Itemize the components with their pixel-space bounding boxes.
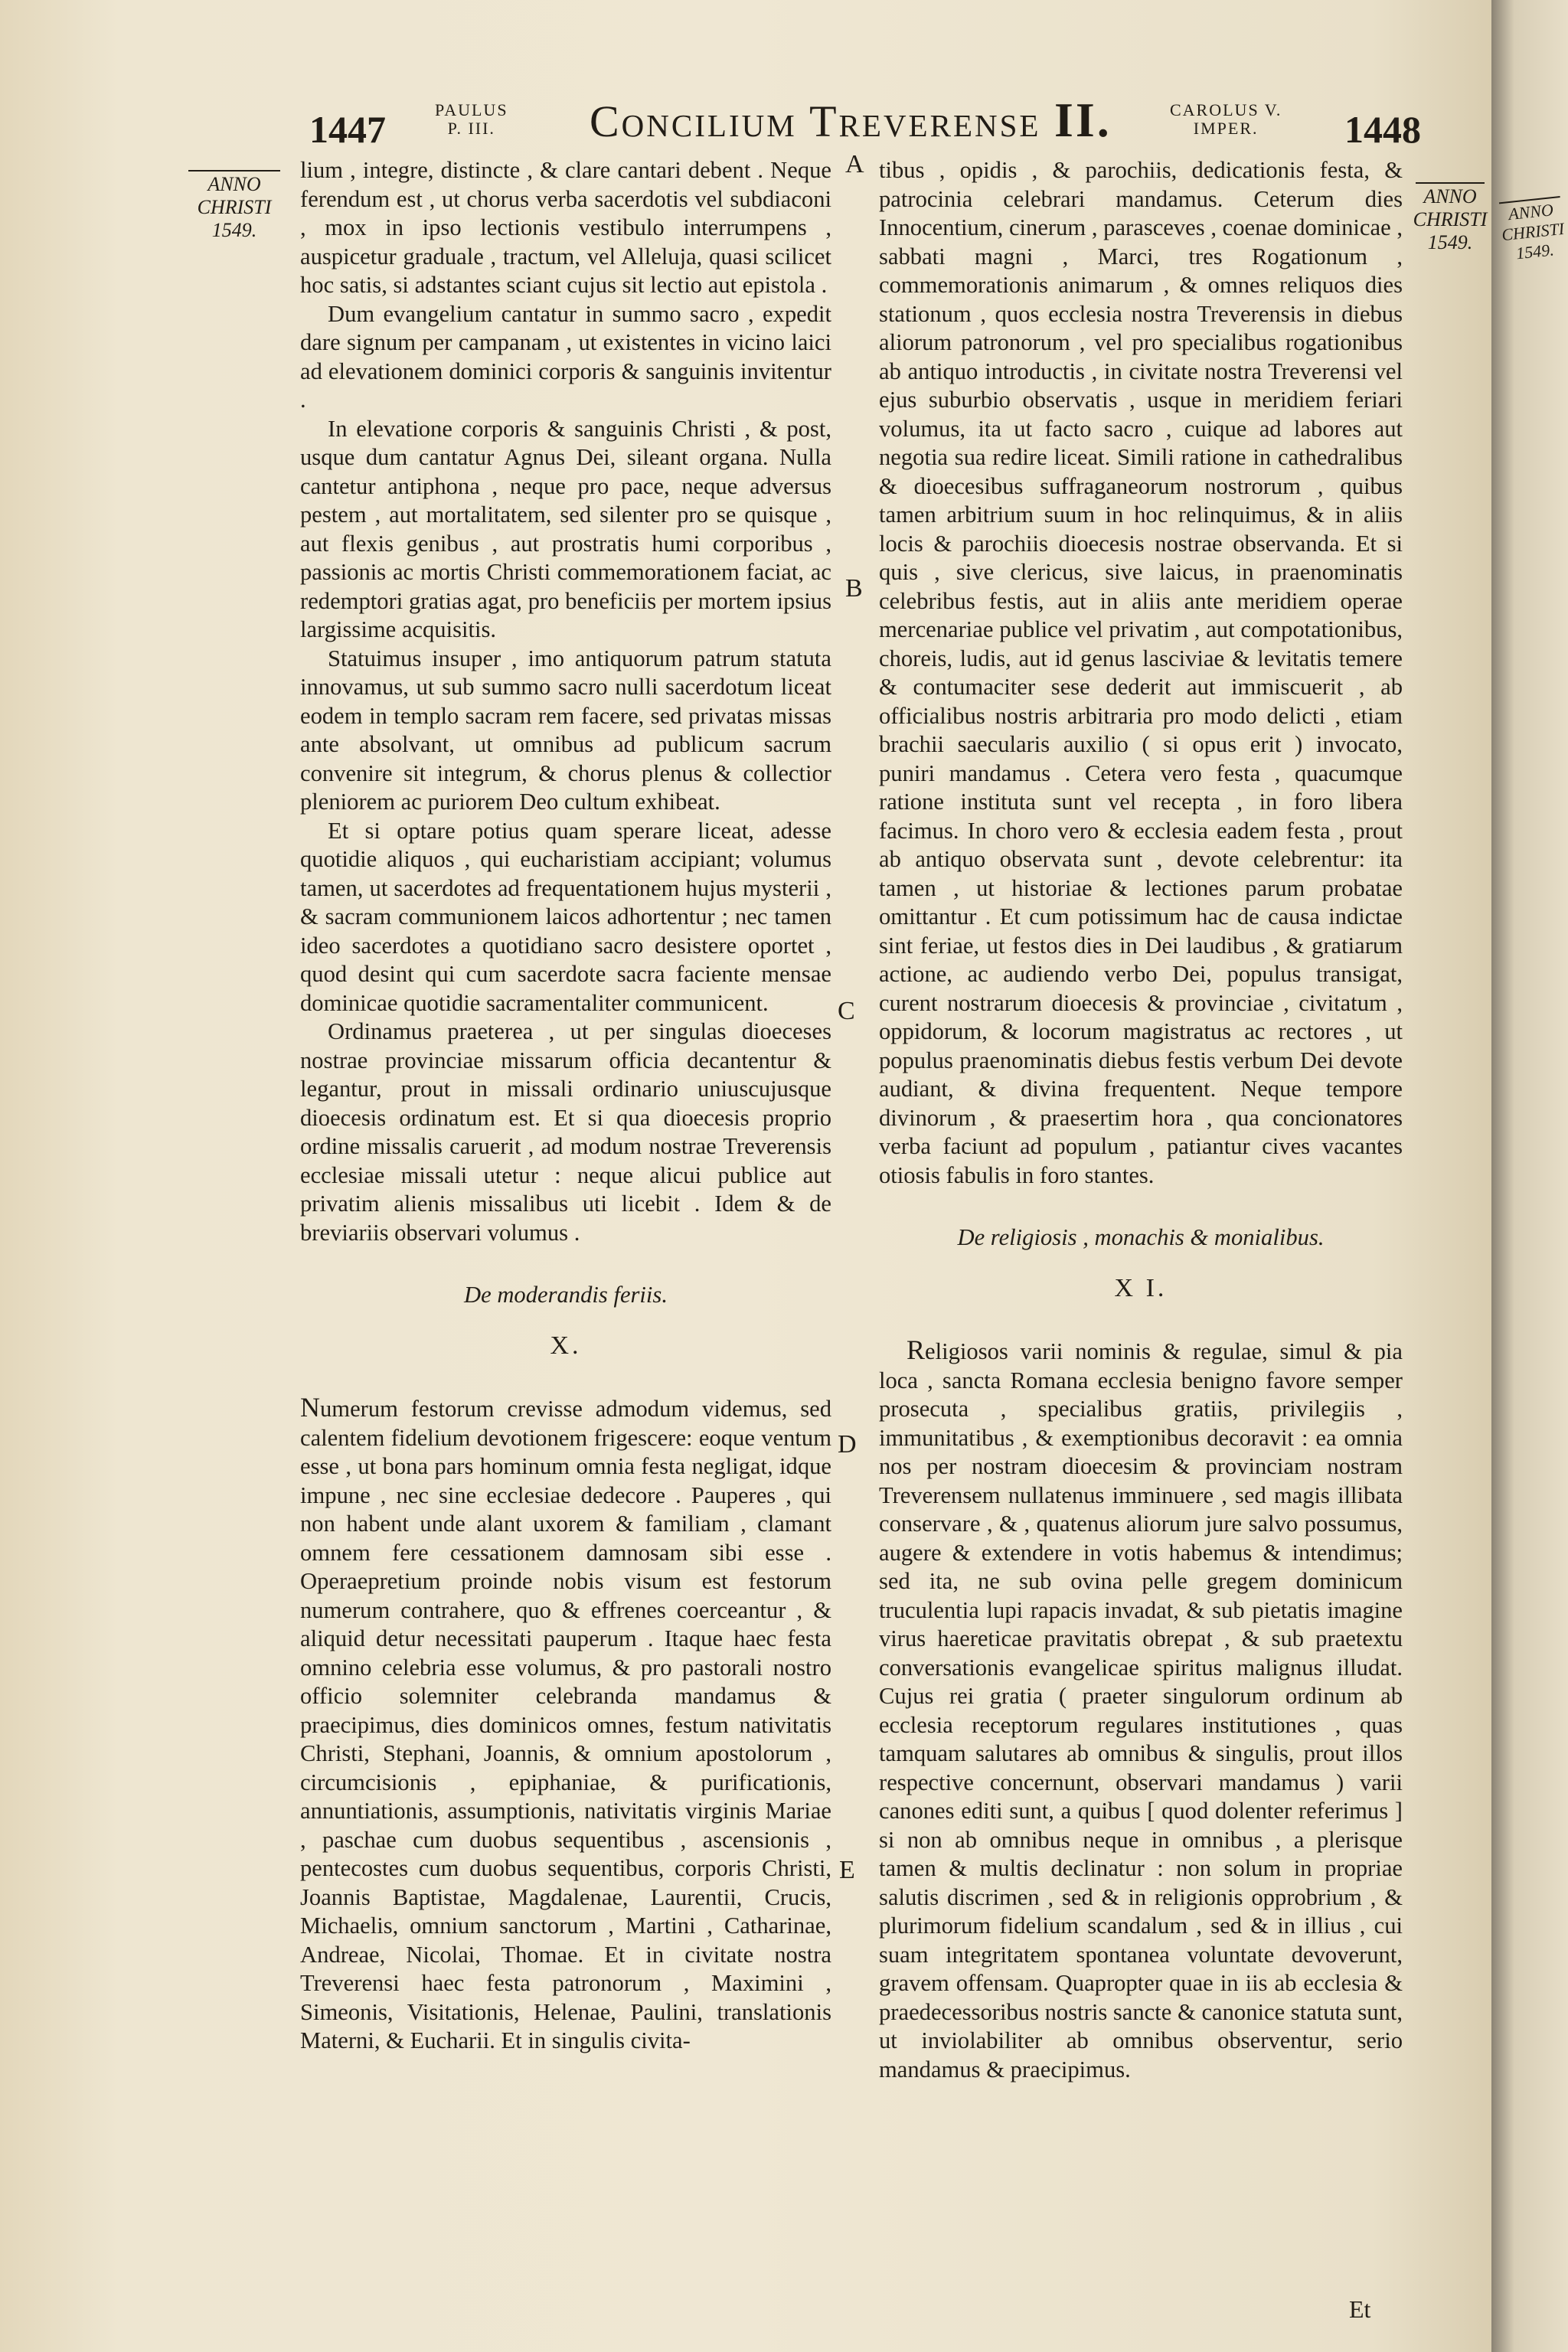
section-numeral-x: X. xyxy=(550,1331,582,1360)
section-letter-d: D xyxy=(838,1430,857,1459)
section-numeral-xi: X I. xyxy=(1114,1273,1168,1302)
margin-note-right xyxy=(1410,182,1490,254)
section-letter-c: C xyxy=(838,997,855,1025)
right-column xyxy=(879,156,1403,2084)
section-letter-e: E xyxy=(839,1856,855,1884)
section-letter-a: A xyxy=(845,150,864,178)
margin-anno: ANNO xyxy=(1423,185,1477,207)
section-letter-b: B xyxy=(845,574,863,603)
catchword: Et xyxy=(1349,2295,1371,2323)
running-title-numeral: II. xyxy=(1054,93,1112,147)
emperor-subtitle: IMPER. xyxy=(1193,119,1259,138)
paragraph: Et si optare potius quam sperare liceat, adesse quotidie aliquos , qui eucharistiam accipiant; volumus tamen, ut sacerdotes ad frequentationem hujus mysterii , & sacram communionem laicos adhortentur ; nec tamen ideo sacerdotes a quotidiano sacro desistere oportet , quod desint qui cum sacerdote sacra faciente mensae dominicae quotidie sacramentaliter communicent. xyxy=(300,817,831,1016)
paragraph: Religiosos varii nominis & regulae, simul & pia loca , sancta Romana ecclesia benigno favore semper prosecuta , specialibus gratiis, privilegiis , immunitatibus , & exemptionibus decoravit : ea omnia nos per nostram dioecesim & provinciam nostram Treverensem nullatenus imminuere , sed magis illibata conservare , & , quatenus aliorum jure salvo possumus, augere & extendere in votis habemus & intendimus; sed ita, ne sub ovina pelle gregem dominicum truculentia lupi rapacis invadat, & sub pietatis imagine virus haereticae pravitatis obrepat , & sub praetextu conversationis evangelicae spiritus malignus illudat. Cujus rei gratia ( praeter singulorum ordinum ab ecclesia receptorum regulares institutiones , quas tamquam salutares ab omnibus & singulis, prout illos respective concernunt, observari mandamus ) varii canones editi sunt, a quibus [ quod dolenter referimus ] si non ab omnibus neque in omnibus , a plerisque tamen & multis declinatur : non solum in propriae salutis discrimen , sed & in religionis opprobrium , & plurimorum fidelium scandalum , sed & in illius , cui suam integritatem spontanea voluntate devoverunt, gravem offensam. Quapropter quae in iis ab ecclesia & praedecessoribus nostris sancte & canonice statuta sunt, ut inviolabiliter ab omnibus observentur, serio mandamus & praecipimus. xyxy=(879,1334,1403,2082)
paragraph: Ordinamus praeterea , ut per singulas dioeceses nostrae provinciae missarum officia decantentur & legantur, prout in missali ordinario uniuscujusque dioecesis ordinatum est. Et si qua dioecesis proprio ordine missalis caruerit , ad modum nostrae Treverensis ecclesiae missali utetur : neque alicui publice aut privatim alienis missalibus uti licebit . Idem & de breviariis observari volumus . xyxy=(300,1018,831,1246)
left-column xyxy=(300,156,831,2056)
margin-note-far-right xyxy=(1494,195,1568,265)
page-number-right: 1448 xyxy=(1344,108,1421,151)
paragraph: Dum evangelium cantatur in summo sacro , expedit dare signum per campanam , ut existentes in vicino laici ad elevationem dominici corporis & sanguinis invitentur . xyxy=(300,300,831,413)
margin-anno: ANNO xyxy=(207,173,261,195)
margin-note-left xyxy=(181,170,288,242)
margin-anno: ANNO xyxy=(1507,200,1554,224)
paragraph: Statuimus insuper , imo antiquorum patrum statuta innovamus, ut sub summo sacro nulli sacerdotum liceat eodem in templo sacram rem facere, sed privatas missas ante absolvant, ut omnibus ad publicum sacrum convenire sit integrum, & chorus plenus & collectior pleniorem ac puriorem Deo cultum exhibeat. xyxy=(300,645,831,815)
section-heading-x: De moderandis feriis. xyxy=(464,1282,668,1308)
paragraph: tibus , opidis , & parochiis, dedicationis festa, & patrocinia celebrari mandamus. Ceterum dies Innocentium, cinerum , parasceves , coenae dominicae , sabbati magni , Marci, tres Rogationum , commemorationis animarum , & omnes reliquos dies stationum , quos ecclesia nostra Treverensis in diebus aliorum patronorum , vel pro specialibus rogationibus ab antiquo introductis , in civitate nostra Treverensi vel ejus suburbio observatis , usque in meridiem feriari volumus, ita ut facto sacro , cuique ad labores aut negotia sua redire liceat. Simili ratione in cathedralibus & dioecesibus suffraganeorum nostrorum , quibus tamen arbitrium suum in hoc relinquimus, & in aliis locis & parochiis dioecesis nostrae observanda. Et si quis , sive clericus, sive laicus, in praenominatis celebribus festis, aut in aliis ante meridiem operae mercenariae publice vel privatim , aut compotationibus, choreis, ludis, aut id genus lasciviae & levitatis temere & contumaciter sese dederit aut immiscuerit , ab officialibus nostris arbitraria pro modo delicti , etiam brachii saecularis auxilio ( si opus erit ) invocato, puniri mandamus . Cetera vero festa , quacumque ratione instituta sunt vel recepta , in foro libera facimus. In choro vero & ecclesia eadem festa , prout ab antiquo observata sunt , devote celebrentur: ita tamen , ut historiae & lectiones parum probatae omittantur . Et cum potissimum hac de causa indictae sint feriae, ut festos dies in Dei laudibus , & gratiarum actione, ac audiendo verbo Dei, populus transigat, curent nostrarum dioecesis & provinciae , civitatum , oppidorum, & locorum magistratus ac rectores , ut populus praenominatis diebus festis verbum Dei devote audiant, & divina frequentent. Neque tempore divinorum , & praesertim hora , qua concionatores verba faciunt ad populum , patiantur cives vacantes otiosis fabulis in foro stantes. xyxy=(879,157,1403,1188)
pope-subtitle: P. III. xyxy=(447,119,495,138)
paragraph: Numerum festorum crevisse admodum videmus, sed calentem fidelium devotionem frigescere: eoque ventum esse , ut bona pars hominum omnia festa negligat, idque impune , nec sine ecclesiae dedecore . Pauperes , qui non habent unde alant uxorem & familiam , clamant omnem fere cessationem damnosam sibi esse . Operaepretium proinde nobis visum est festorum numerum contrahere, quo & effrenes coerceantur , & aliquid detur necessitati pauperum . Itaque haec festa omnino celebria esse volumus, & pro pastorali nostro officio solemniter celebranda mandamus & praecipimus, dies dominicos omnes, festum nativitatis Christi, Stephani, Joannis, & omnium apostolorum , circumcisionis , epiphaniae, & purificationis, annuntiationis, assumptionis, nativitatis virginis Mariae , paschae cum duobus sequentibus , ascensionis , pentecostes cum duobus sequentibus, corporis Christi, Joannis Baptistae, Magdalenae, Laurentii, Crucis, Michaelis, omnium sanctorum , Martini , Catharinae, Andreae, Nicolai, Thomae. Et in civitate nostra Treverensi haec festa patronorum , Maximini , Simeonis, Visitationis, Helenae, Paulini, translationis Materni, & Eucharii. Et in singulis civita- xyxy=(300,1392,831,2053)
running-title xyxy=(590,92,1112,149)
pope-name-text: PAULUS xyxy=(435,100,508,119)
margin-christi: CHRISTI xyxy=(197,196,272,218)
margin-year: 1549. xyxy=(211,219,257,241)
running-title-text: Concilium Treverense xyxy=(590,96,1041,146)
margin-rule xyxy=(1416,182,1485,184)
page-number-left: 1447 xyxy=(309,108,386,151)
margin-rule xyxy=(188,170,280,172)
paragraph: lium , integre, distincte , & clare cantari debent . Neque ferendum est , ut chorus verba sacerdotis vel subdiaconi , mox in ipso lectionis vestibulo interrumpens , auspicetur graduale , tractum, vel Alleluja, quasi scilicet hoc satis, si adstantes sciant cujus sit lectio aut epistola . xyxy=(300,157,831,298)
next-page-edge xyxy=(1491,0,1568,2352)
margin-year: 1549. xyxy=(1514,240,1555,263)
margin-christi: CHRISTI xyxy=(1413,208,1488,230)
section-heading-xi: De religiosis , monachis & monialibus. xyxy=(957,1224,1325,1250)
margin-christi: CHRISTI xyxy=(1501,218,1566,245)
emperor-name-text: CAROLUS V. xyxy=(1170,100,1282,119)
emperor-name xyxy=(1170,101,1282,138)
paragraph: In elevatione corporis & sanguinis Christi , & post, usque dum cantatur Agnus Dei, sileant organa. Nulla cantetur antiphona , neque pro pace, neque adversus pestem , aut mortalitatem, sed silenter pro se quisque , aut flexis genibus , aut prostratis humi corporibus , passionis ac mortis Christi commemorationem faciat, ac redemptori gratias agat, pro beneficiis per mortem ipsius largissime acquisitis. xyxy=(300,415,831,642)
margin-year: 1549. xyxy=(1427,231,1473,253)
pope-name xyxy=(435,101,508,138)
